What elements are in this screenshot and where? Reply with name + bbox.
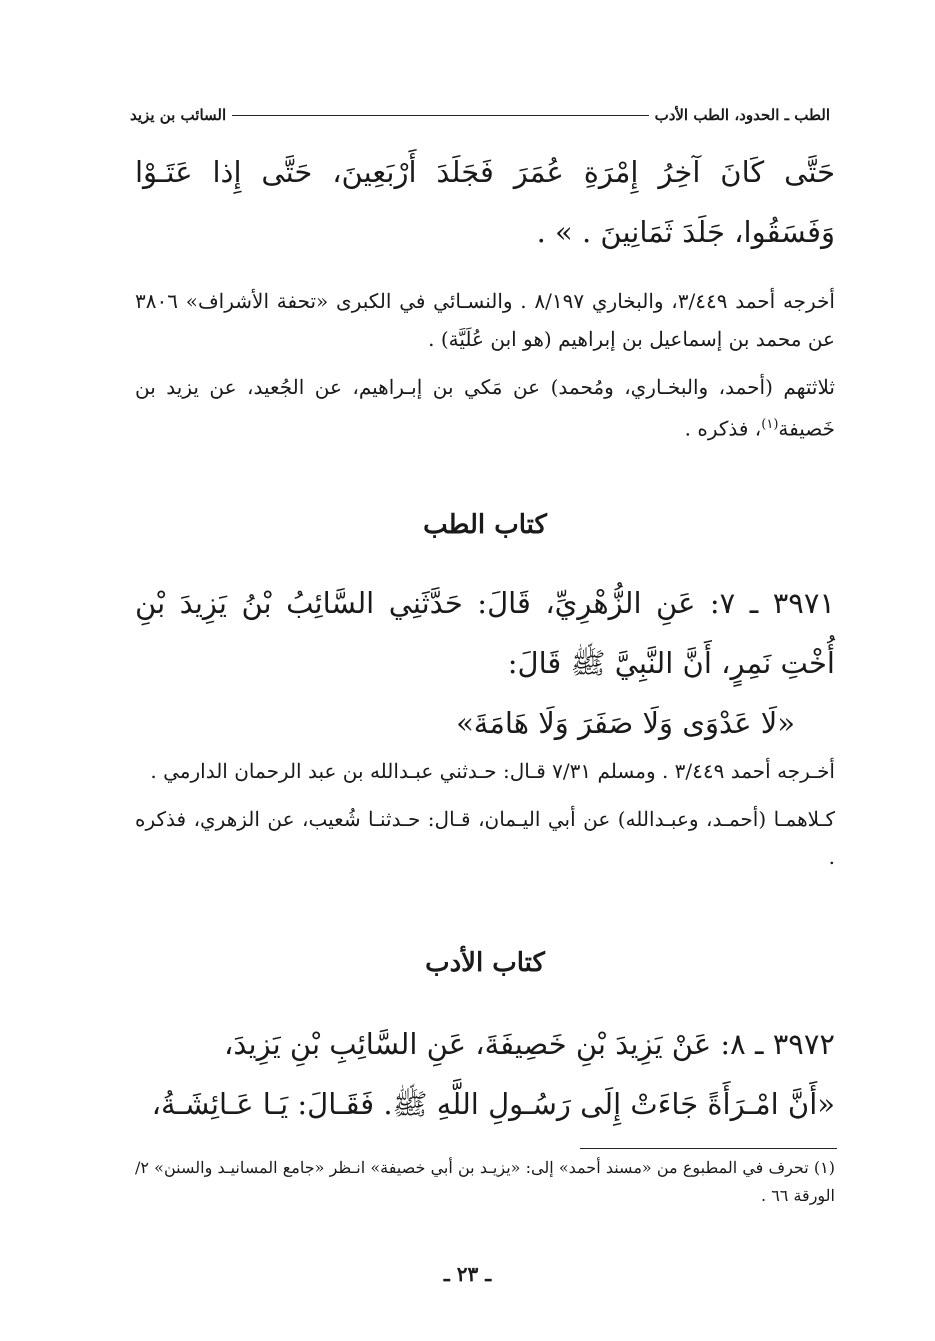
hadith-3971-text: «لَا عَدْوَى وَلَا صَفَرَ وَلَا هَامَةَ» [456, 706, 795, 740]
header-topic: الطب ـ الحدود، الطب الأدب [654, 106, 830, 124]
takhrij-1-paragraph-2: ثلاثتهم (أحمد، والبخـاري، ومُحمد) عن مَكي بن إبـراهيم، عن الجُعيد، عن يزيد بن خَصيفة$^{(١)}$، فذكره . [135, 375, 835, 441]
running-header [130, 100, 830, 130]
section-title-medicine: كتاب الطب [423, 510, 547, 540]
header-rule [232, 115, 648, 116]
takhrij-1 [135, 282, 835, 448]
footnote-separator [580, 1148, 837, 1149]
hadith-3972 [135, 1014, 835, 1134]
section-title-adab: كتاب الأدب [425, 948, 545, 978]
hadith-3972-line-1: ٣٩٧٢ ـ ٨: عَنْ يَزِيدَ بْنِ خَصِيفَةَ، عَنِ السَّائِبِ بْنِ يَزِيدَ، [223, 1027, 835, 1061]
takhrij-1-paragraph-1: أخرجه أحمد ٣/٤٤٩، والبخاري ٨/١٩٧ . والنسـائي في الكبرى «تحفة الأشراف» ٣٨٠٦ عن محمد بن إسماعيل بن إبراهيم (هو ابن عُلَيَّة) . [135, 289, 835, 351]
takhrij-3971 [135, 752, 835, 876]
hadith-3972-line-2: «أَنَّ امْـرَأَةً جَاءَتْ إِلَى رَسُـولِ اللَّهِ ﷺ. فَقَـالَ: يَـا عَـائِشَـةُ، [151, 1087, 835, 1121]
page-number: ـ ٢٣ ـ [443, 1262, 492, 1286]
hadith-3971 [135, 573, 835, 753]
takhrij-3971-paragraph-1: أخـرجه أحمد ٣/٤٤٩ . ومسلم ٧/٣١ قـال: حـدثني عبـدالله بن عبد الرحمان الدارمي . [150, 759, 835, 783]
takhrij-3971-paragraph-2: كـلاهمـا (أحمـد، وعبـدالله) عن أبي اليـمان، قـال: حـدثنـا شُعيب، عن الزهري، فذكره . [135, 807, 835, 869]
header-narrator: السائب بن يزيد [130, 106, 227, 124]
footnote: (١) تحرف في المطبوع من «مسند أحمد» إلى: «يزيـد بن أبي خصيفة» انـظر «جامع المسانيـد والسنن» ٢/الورقة ٦٦ . [135, 1158, 835, 1205]
continued-hadith: حَتَّى كَانَ آخِرُ إِمْرَةِ عُمَرَ فَجَلَدَ أَرْبَعِينَ، حَتَّى إِذا عَتَـوْا وَفَسَقُوا، جَلَدَ ثَمَانِينَ . » . [135, 155, 835, 249]
footnote-reference[interactable]: (١) [761, 417, 779, 432]
hadith-3971-intro: ٣٩٧١ ـ ٧: عَنِ الزُّهْرِيِّ، قَالَ: حَدَّثَنِي السَّائِبُ بْنُ يَزِيدَ بْنِ أُخْتِ نَمِرٍ، أَنَّ النَّبِيَّ ﷺ قَالَ: [135, 586, 836, 680]
